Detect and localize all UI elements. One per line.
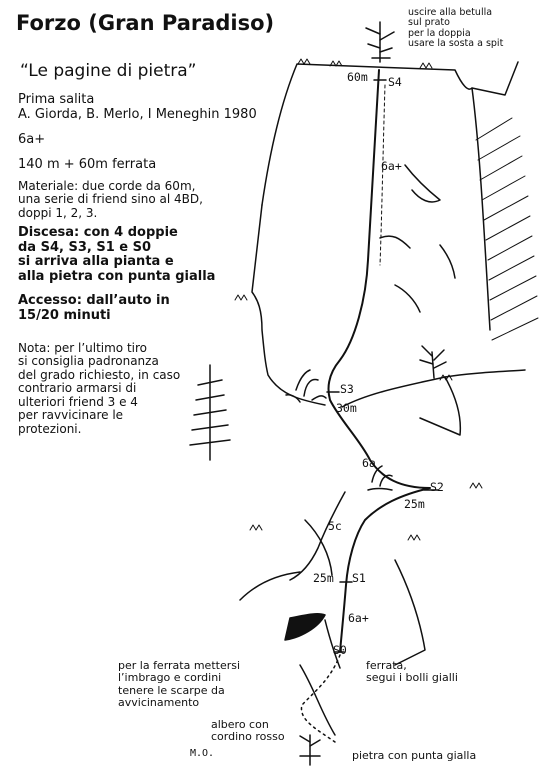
first-ascent (18, 93, 257, 122)
ferrata-note: per la ferrata mettersi l’imbrago e cordini tenere le scarpe da avvicinamento (118, 659, 241, 709)
shrub-icon-right (420, 346, 446, 378)
belay-s0: S0 (333, 643, 347, 657)
right-buttress (420, 377, 460, 435)
lower-rock (285, 614, 325, 640)
shrub-icon-s3 (286, 370, 326, 402)
upper-wall-outline (262, 64, 490, 330)
belay-s2: S2 (430, 480, 444, 494)
first-ascent-label: Prima salita (18, 92, 95, 107)
pitch-4-grade: 6a+ (381, 159, 402, 173)
descent-line (380, 85, 385, 265)
upper-wall-right-edge (472, 62, 518, 95)
pine-tree-icon (190, 365, 230, 460)
crack-1 (405, 165, 440, 202)
top-exit-note: uscire alla betulla sul prato per la doppia usare la sosta a spit (408, 7, 504, 50)
route-dotted (301, 655, 340, 742)
tree-label: albero con cordino rosso (211, 718, 285, 744)
route-grade: 6a+ (18, 132, 46, 147)
ferrata-slab (300, 665, 335, 735)
first-ascent-names: A. Giorda, B. Merlo, I Meneghin 1980 (18, 106, 257, 122)
materials-info: Materiale: due corde da 60m, una serie di friend sino al 4BD, doppi 1, 2, 3. (18, 179, 203, 220)
stone-label: pietra con punta gialla (352, 749, 477, 762)
pitch-3-grade: 6a (362, 456, 376, 470)
right-lower-buttress (395, 560, 425, 665)
access-info: Accesso: dall’auto in 15/20 minuti (18, 293, 170, 323)
crack-3 (395, 285, 420, 312)
pitch-3-length: 30m (336, 401, 357, 415)
ferrata-label: ferrata, segui i bolli gialli (366, 659, 458, 685)
belay-s1: S1 (352, 571, 366, 585)
note-info: Nota: per l’ultimo tiro si consiglia padronanza del grado richiesto, in caso contrario armarsi di ulteriori friend 3 e 4 per ravvicinare le protezioni. (18, 341, 181, 436)
route-name: “Le pagine di pietra” (20, 61, 197, 81)
bottom-tree-icon (300, 735, 320, 765)
crack-4 (440, 245, 455, 278)
top-tree-icon (366, 22, 394, 62)
pitch-2-grade: 5c (328, 519, 342, 533)
route-length: 140 m + 60m ferrata (18, 157, 157, 172)
belay-s3: S3 (340, 382, 354, 396)
pitch-1-length: 25m (313, 571, 334, 585)
pitch-2-length: 25m (404, 497, 425, 511)
pitch-4-length: 60m (347, 70, 368, 84)
wall-base-ledge (252, 205, 325, 405)
descent-info: Discesa: con 4 doppie da S4, S3, S1 e S0 si arriva alla pianta e alla pietra con punta gialla (18, 225, 216, 284)
crack-2 (380, 236, 410, 248)
lower-left-rib (240, 572, 300, 600)
pitch-1-grade: 6a+ (348, 611, 369, 625)
page-title: Forzo (Gran Paradiso) (16, 11, 275, 35)
signature: M.O. (190, 748, 215, 759)
grass-tufts (235, 59, 482, 540)
route-line (328, 70, 430, 652)
belay-s4: S4 (388, 75, 402, 89)
